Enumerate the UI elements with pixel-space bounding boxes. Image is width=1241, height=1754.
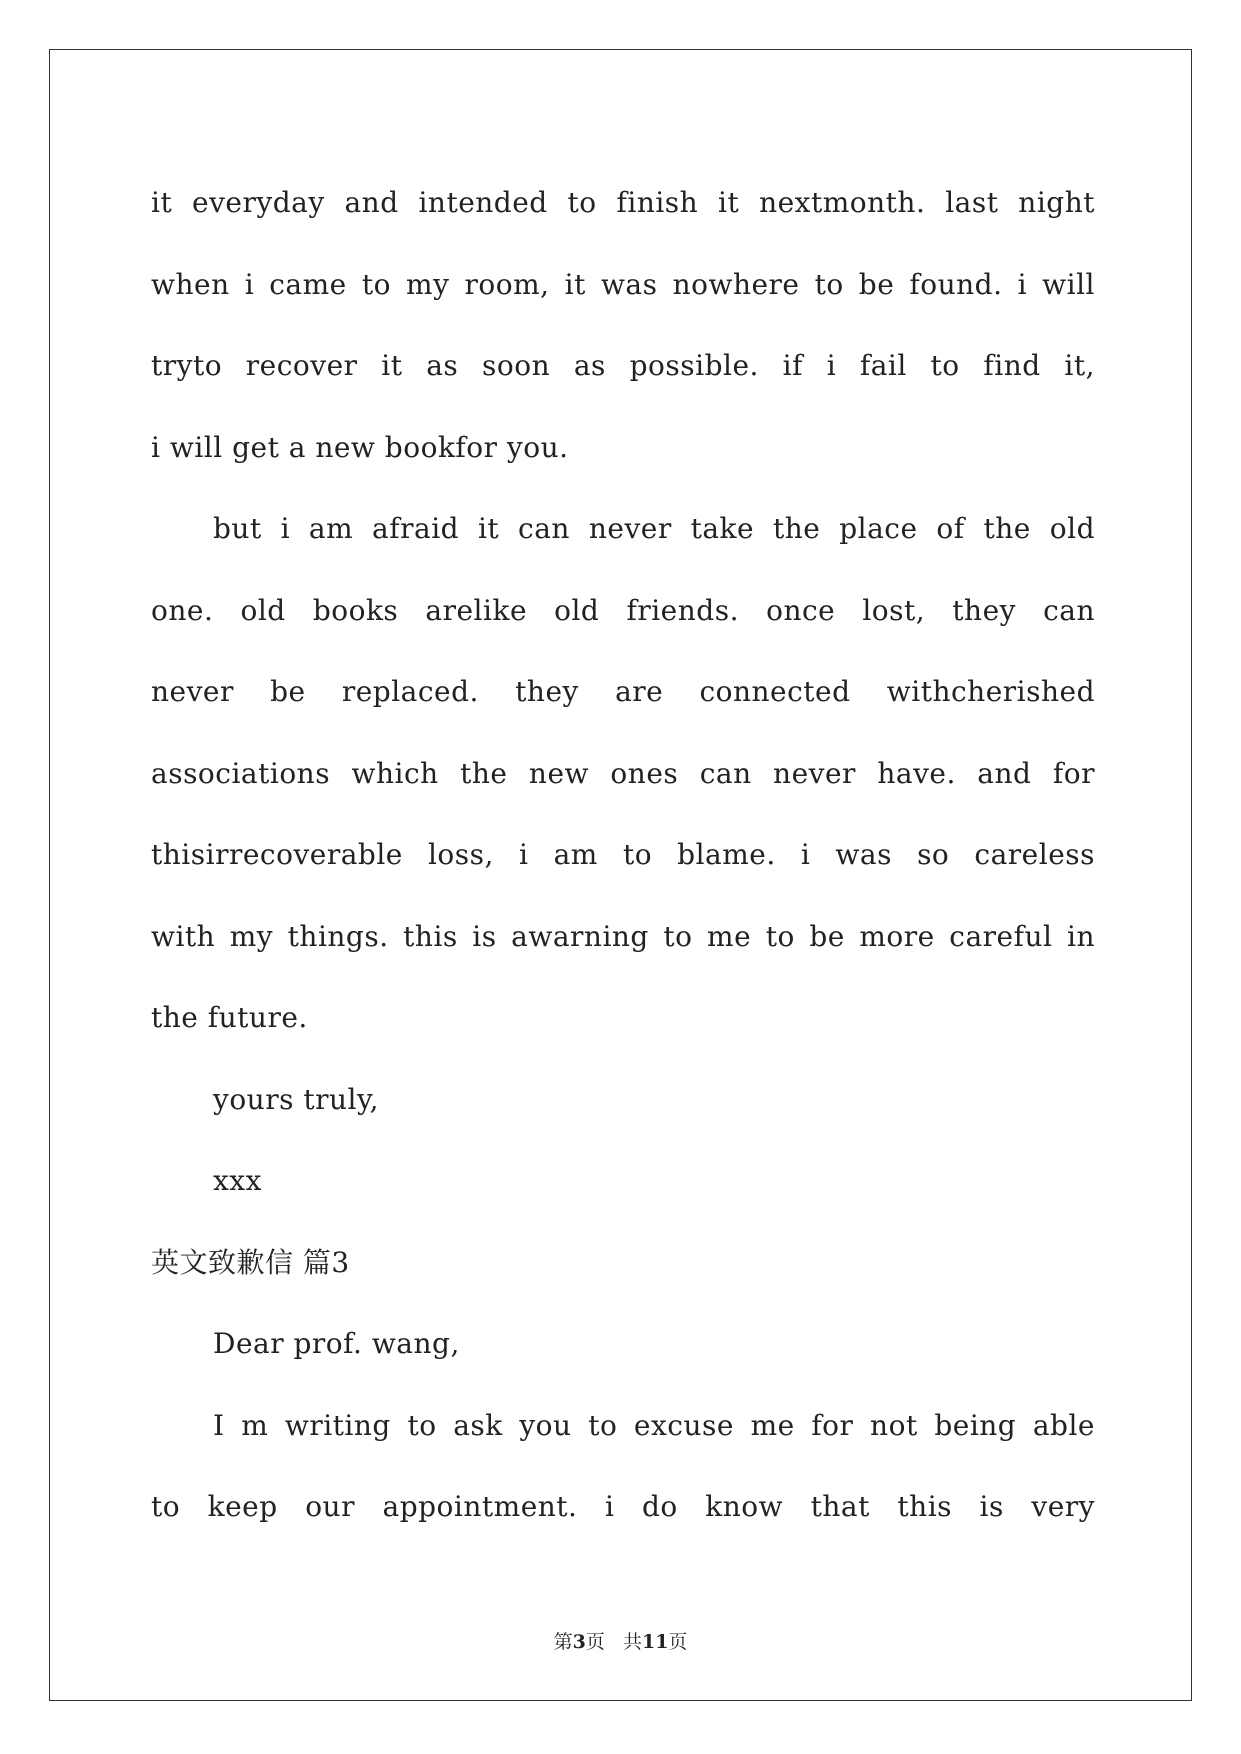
text-line: associations which the new ones can never have. and for — [151, 756, 1095, 790]
text-line: I m writing to ask you to excuse me for not being able — [213, 1408, 1095, 1442]
document-body — [151, 162, 1095, 1548]
text-line: when i came to my room, it was nowhere to be found. i will — [151, 267, 1095, 301]
signature-line: xxx — [213, 1164, 262, 1197]
text-line: it everyday and intended to finish it nextmonth. last night — [151, 186, 1095, 219]
text-line: one. old books arelike old friends. once lost, they can — [151, 593, 1095, 627]
total-pages: 11 — [641, 1631, 669, 1653]
page-number: 3 — [572, 1631, 586, 1653]
text-line: thisirrecoverable loss, i am to blame. i was so careless — [151, 838, 1095, 871]
footer-page-suffix: 页 — [585, 1631, 605, 1653]
footer-total-prefix: 共 — [622, 1631, 642, 1653]
text-line: to keep our appointment. i do know that this is very — [151, 1490, 1095, 1523]
text-line: with my things. this is awarning to me to be more careful in — [151, 919, 1095, 953]
text-line: i will get a new bookfor you. — [151, 430, 569, 464]
text-line: never be replaced. they are connected withcherished — [151, 675, 1095, 708]
closing-line: yours truly, — [213, 1082, 379, 1116]
footer-total-suffix: 页 — [668, 1631, 688, 1653]
text-line: tryto recover it as soon as possible. if i fail to find it, — [151, 349, 1095, 382]
footer-prefix: 第 — [553, 1631, 573, 1653]
salutation-line: Dear prof. wang, — [213, 1327, 460, 1360]
page-footer — [0, 1627, 1241, 1654]
text-line: the future. — [151, 1001, 308, 1034]
text-line: but i am afraid it can never take the place of the old — [213, 512, 1095, 545]
section-heading: 英文致歉信 篇3 — [151, 1245, 350, 1279]
